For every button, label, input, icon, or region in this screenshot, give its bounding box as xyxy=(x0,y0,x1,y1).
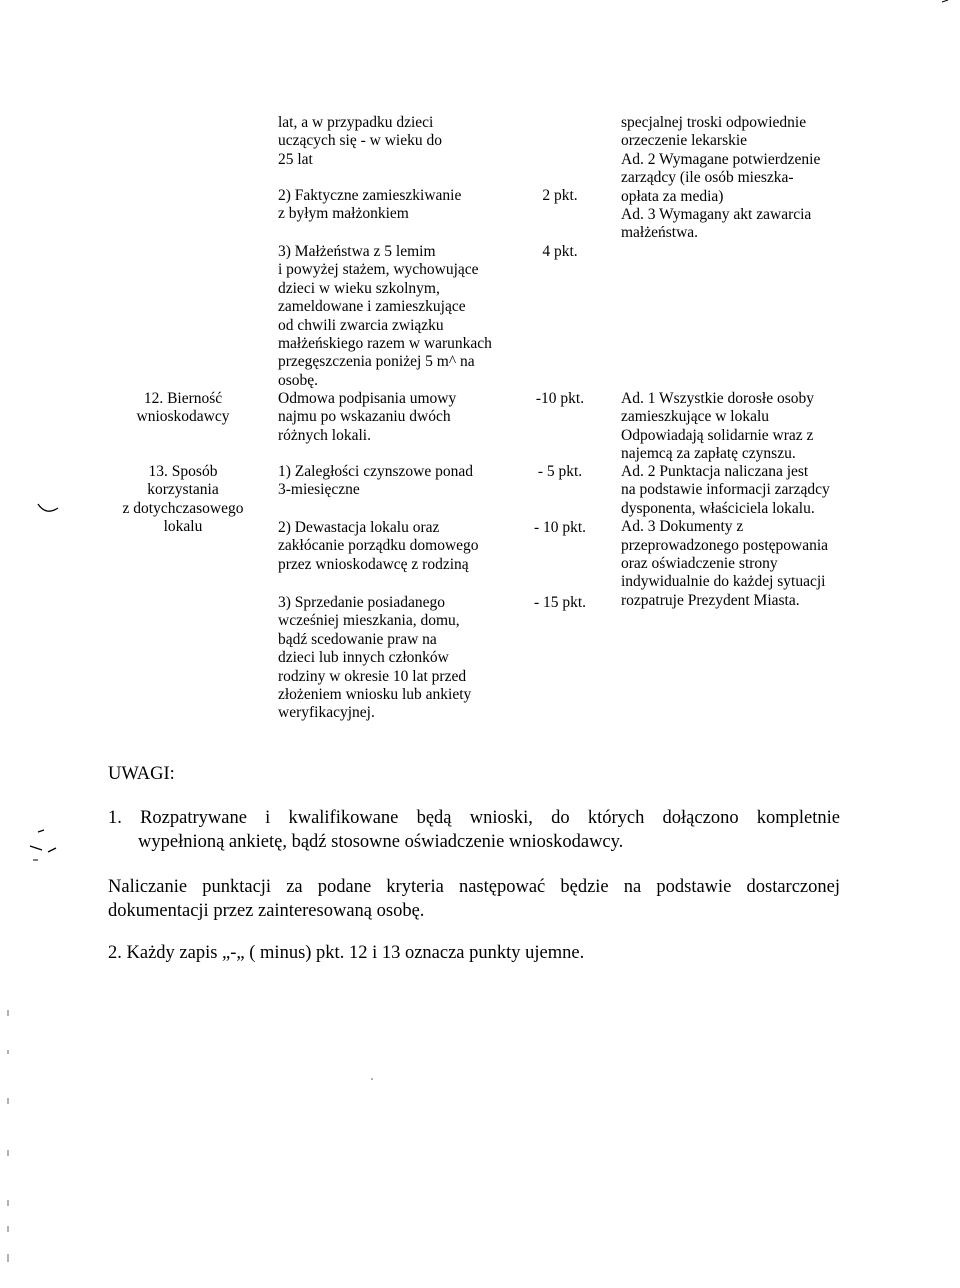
note-2-line-1: Naliczanie punktacji za podane kryteria następować będzie na podstawie dostarczonej xyxy=(108,877,840,897)
criterion-13-2-text: 2) Dewastacja lokalu oraz zakłócanie porządku domowego przez wnioskodawcę z rodziną xyxy=(278,519,479,573)
points-value: 2 pkt. xyxy=(542,187,578,204)
criterion-2-text: 2) Faktyczne zamieszkiwanie z byłym małżonkiem xyxy=(278,187,462,223)
criterion-text-continued: lat, a w przypadku dzieci uczących się - w wieku do 25 lat xyxy=(278,114,442,168)
remarks-12: Ad. 1 Wszystkie dorosłe osoby zamieszkujące w lokalu Odpowiadają solidarnie wraz z najemcą za zapłatę czynszu. xyxy=(621,390,815,463)
remarks-top: specjalnej troski odpowiednie orzeczenie lekarskie Ad. 2 Wymagane potwierdzenie zarządcy (ile osób mieszka- opłata za media) Ad. 3 Wymagany akt zawarcia małżeństwa. xyxy=(621,114,821,242)
points-value: 4 pkt. xyxy=(542,243,578,260)
note-1-line-2: wypełnioną ankietę, bądź stosowne oświadczenie wnioskodawcy. xyxy=(138,832,624,852)
points-value: - 5 pkt. xyxy=(537,463,583,480)
criterion-13-3-text: 3) Sprzedanie posiadanego wcześniej mieszkania, domu, bądź scedowanie praw na dzieci lub innych członków rodziny w okresie 10 lat przed złożeniem wniosku lub ankiety weryfikacyjnej. xyxy=(278,594,472,722)
note-1-line-1: 1. Rozpatrywane i kwalifikowane będą wnioski, do których dołączono kompletnie xyxy=(108,808,840,828)
category-12: 12. Bierność wnioskodawcy xyxy=(136,390,230,426)
criterion-12-text: Odmowa podpisania umowy najmu po wskazaniu dwóch różnych lokali. xyxy=(278,390,457,444)
category-13: 13. Sposób korzystania z dotychczasowego lokalu xyxy=(122,463,244,536)
criterion-3-text: 3) Małżeństwa z 5 lemim i powyżej stażem, wychowujące dzieci w wieku szkolnym, zameldowane i zamieszkujące od chwili zwarcia związku małżeńskiego razem w warunkach przegęszczenia poniżej 5 m^ na osobę. xyxy=(278,243,492,389)
notes-heading: UWAGI: xyxy=(108,764,175,784)
criterion-13-1-text: 1) Zaległości czynszowe ponad 3-miesięczne xyxy=(278,463,473,499)
points-value: - 10 pkt. xyxy=(533,519,587,536)
points-value: -10 pkt. xyxy=(535,390,585,407)
points-value: - 15 pkt. xyxy=(533,594,587,611)
remarks-13: Ad. 2 Punktacja naliczana jest na podstawie informacji zarządcy dysponenta, właściciela lokalu. Ad. 3 Dokumenty z przeprowadzonego postępowania oraz oświadczenie strony indywidualnie do każdej sytuacji rozpatruje Prezydent Miasta. xyxy=(621,463,830,609)
note-3: 2. Każdy zapis „-„ ( minus) pkt. 12 i 13 oznacza punkty ujemne. xyxy=(108,943,585,963)
note-2-line-2: dokumentacji przez zainteresowaną osobę. xyxy=(108,901,425,921)
